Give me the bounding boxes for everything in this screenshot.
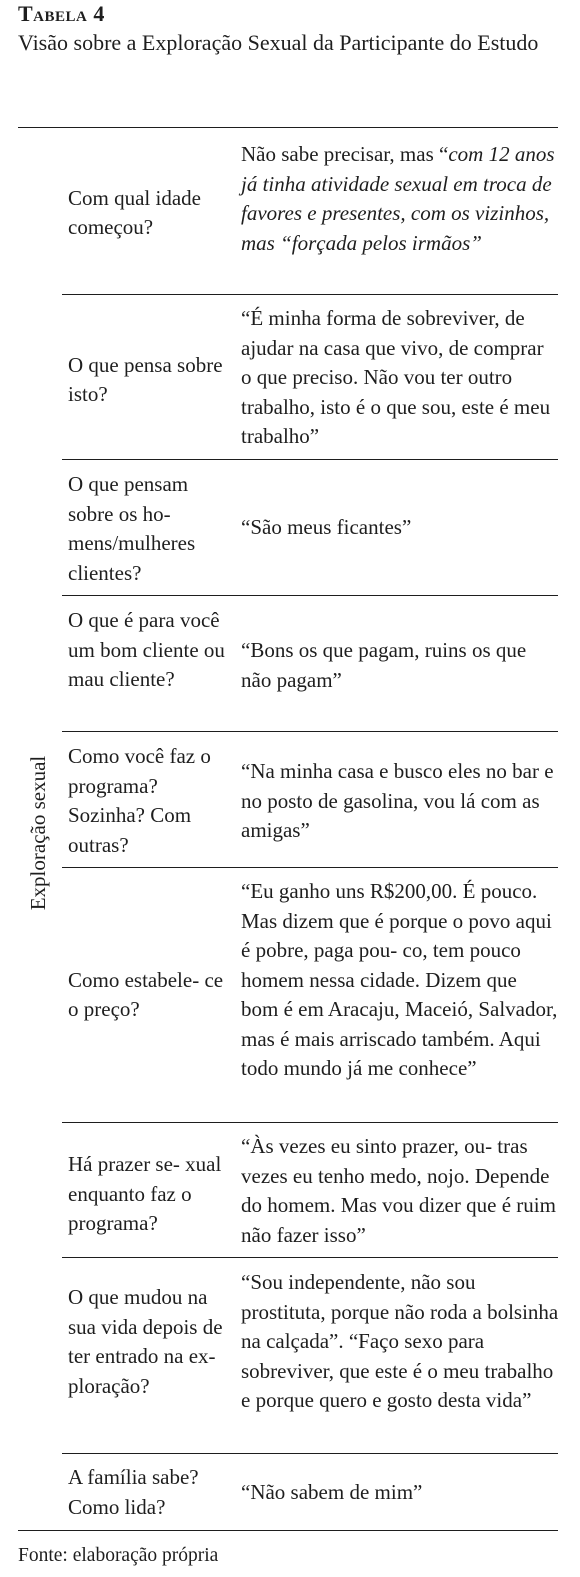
table-row-question [68, 868, 236, 1122]
side-label: Exploração sexual [26, 755, 50, 911]
answer-text: “São meus ficantes” [241, 515, 412, 540]
answer-text: “Bons os que pagam, ruins os que não pagam” [241, 638, 527, 692]
answer-text: “Eu ganho uns R$200,00. É pouco. Mas dizem que é porque o povo aqui é pobre, paga pou- co, tem pouco homem nessa cidade. Dizem que bom é em Aracaju, Maceió, Salvador, mas é mais arriscado também. Aqui todo mundo já me conhece” [241, 879, 558, 1080]
question-text: O que é para você um bom cliente ou mau cliente? [68, 608, 225, 691]
table-caption: Visão sobre a Exploração Sexual da Participante do Estudo [18, 30, 539, 55]
answer-text: “Às vezes eu sinto prazer, ou- tras vezes eu tenho medo, nojo. Depende do homem. Mas vou dizer que é ruim não fazer isso” [241, 1134, 556, 1247]
row-divider [62, 1122, 558, 1123]
table-row-question [68, 300, 236, 460]
table-top-rule [18, 127, 558, 128]
question-text: A família sabe? Como lida? [68, 1465, 199, 1519]
question-text: Há prazer se- xual enquanto faz o programa? [68, 1152, 222, 1235]
question-text: O que pensam sobre os ho- mens/mulheres clientes? [68, 472, 196, 585]
table-row-answer [241, 1132, 559, 1250]
answer-text: “Na minha casa e busco eles no bar e no posto de gasolina, vou lá com as amigas” [241, 759, 554, 842]
answer-text-italic: com 12 anos já tinha atividade sexual em troca de favores e presentes, com os vizinhos, mas “forçada pelos irmãos” [241, 142, 555, 255]
row-divider [62, 1257, 558, 1258]
question-text: Como você faz o programa? Sozinha? Com outras? [68, 744, 211, 857]
question-text: O que pensa sobre isto? [68, 352, 223, 406]
table-row-question [68, 606, 236, 695]
answer-text: “Sou independente, não sou prostituta, porque não roda a bolsinha na calçada”. “Faço sexo para sobreviver, que este é o meu trabalho e porque quero e gosto desta vida” [241, 1270, 559, 1412]
table-row-answer [241, 1268, 559, 1416]
table-source-note: Fonte: elaboração própria [18, 1545, 219, 1566]
table-row-answer [241, 757, 559, 846]
table-row-answer [241, 304, 559, 452]
table-row-question [68, 1283, 236, 1401]
table-row-answer [241, 877, 559, 1084]
question-text: O que mudou na sua vida depois de ter entrado na ex- ploração? [68, 1285, 223, 1398]
answer-text-prefix: Não sabe precisar, mas “ [241, 142, 449, 166]
table-row-answer [241, 636, 559, 695]
question-text: Como estabele- ce o preço? [68, 967, 224, 1021]
table-row-answer [241, 460, 559, 596]
table-row-question [68, 742, 236, 860]
table-row-question [68, 138, 236, 288]
table-title-block [18, 0, 568, 57]
answer-text: “Não sabem de mim” [241, 1480, 423, 1504]
question-text: Com qual idade começou? [68, 185, 201, 239]
table-row-answer [241, 140, 559, 258]
table-label: Tabela 4 [18, 1, 105, 26]
table-row-answer [241, 1478, 559, 1508]
row-divider [62, 1453, 558, 1454]
row-divider [62, 595, 558, 596]
answer-text: “É minha forma de sobreviver, de ajudar na casa que vivo, de comprar o que preciso. Não vou ter outro trabalho, isto é o que sou, este é meu trabalho” [241, 306, 551, 448]
table-row-question [68, 1463, 236, 1522]
table-row-question [68, 1150, 236, 1239]
row-divider [62, 731, 558, 732]
row-divider [62, 294, 558, 295]
table-row-question [68, 470, 236, 588]
table-bottom-rule [18, 1530, 558, 1531]
